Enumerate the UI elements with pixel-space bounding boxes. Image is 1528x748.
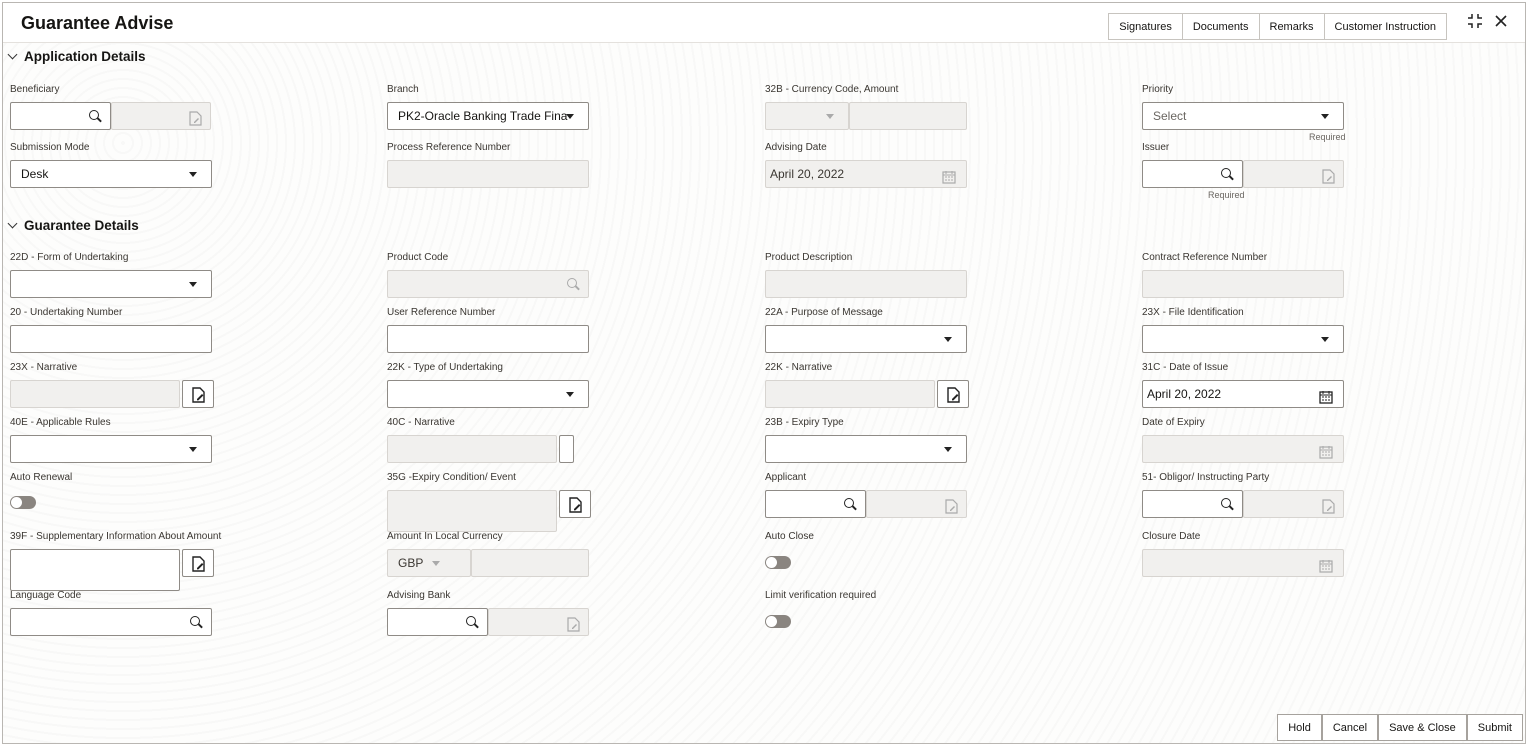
file-identification-select[interactable] — [1142, 325, 1344, 353]
applicant-name-display — [866, 490, 967, 518]
chevron-down-icon — [8, 50, 18, 60]
type-of-undertaking-select[interactable] — [387, 380, 589, 408]
edit-document-icon — [192, 387, 206, 403]
edit-document-icon — [1322, 497, 1335, 512]
closure-date-input — [1142, 549, 1344, 577]
edit-document-icon — [1322, 167, 1335, 182]
header-toolbar — [1109, 13, 1447, 40]
priority-required-hint: Required — [1309, 132, 1346, 142]
search-icon — [566, 277, 580, 291]
narrative-23x-input — [10, 380, 180, 408]
chevron-down-icon — [1321, 337, 1329, 342]
narrative-22k-edit-button[interactable] — [937, 380, 969, 408]
edit-document-icon — [567, 615, 580, 630]
language-code-input[interactable] — [10, 608, 212, 636]
supplementary-info-edit-button[interactable] — [182, 549, 214, 577]
chevron-down-icon — [8, 219, 18, 229]
search-icon[interactable] — [189, 615, 203, 629]
window-title: Guarantee Advise — [21, 13, 174, 33]
close-icon[interactable] — [1490, 13, 1512, 35]
beneficiary-name-display — [111, 102, 211, 130]
calendar-icon — [1319, 556, 1333, 570]
expiry-type-select[interactable] — [765, 435, 967, 463]
date-of-expiry-input — [1142, 435, 1344, 463]
chevron-down-icon — [566, 392, 574, 397]
remarks-button[interactable]: Remarks — [1259, 13, 1325, 40]
auto-renewal-toggle[interactable] — [10, 496, 36, 509]
beneficiary-input[interactable] — [10, 102, 111, 130]
amount-input — [849, 102, 967, 130]
search-icon[interactable] — [1220, 167, 1234, 181]
search-icon[interactable] — [1220, 497, 1234, 511]
process-reference-input — [387, 160, 589, 188]
chevron-down-icon — [566, 114, 574, 119]
narrative-40c-input — [387, 435, 557, 463]
local-amount-input — [471, 549, 589, 577]
chevron-down-icon — [826, 114, 834, 119]
search-icon[interactable] — [465, 615, 479, 629]
user-reference-input[interactable] — [387, 325, 589, 353]
guarantee-details-header[interactable]: Guarantee Details — [5, 218, 139, 233]
date-of-issue-input[interactable]: April 20, 2022 — [1142, 380, 1344, 408]
chevron-down-icon — [432, 561, 440, 566]
contract-reference-input — [1142, 270, 1344, 298]
edit-document-icon — [192, 556, 206, 572]
issuer-input[interactable] — [1142, 160, 1243, 188]
expiry-condition-edit-button[interactable] — [559, 490, 591, 518]
product-code-input — [387, 270, 589, 298]
documents-button[interactable]: Documents — [1182, 13, 1260, 40]
product-description-input — [765, 270, 967, 298]
limit-verification-toggle[interactable] — [765, 615, 791, 628]
application-details-header[interactable]: Application Details — [5, 49, 146, 64]
applicable-rules-select[interactable] — [10, 435, 212, 463]
minimize-icon[interactable] — [1464, 13, 1486, 35]
hold-button[interactable]: Hold — [1277, 714, 1322, 741]
advising-bank-input[interactable] — [387, 608, 488, 636]
purpose-of-message-select[interactable] — [765, 325, 967, 353]
local-currency-select: GBP — [387, 549, 471, 577]
form-of-undertaking-select[interactable] — [10, 270, 212, 298]
edit-document-icon — [569, 497, 583, 513]
edit-document-icon — [947, 387, 961, 403]
advising-date-input: April 20, 2022 — [765, 160, 967, 188]
calendar-icon — [1319, 442, 1333, 456]
submission-mode-select[interactable]: Desk — [10, 160, 212, 188]
chevron-down-icon — [944, 337, 952, 342]
issuer-required-hint: Required — [1208, 190, 1245, 200]
footer-actions — [1277, 714, 1523, 741]
obligor-input[interactable] — [1142, 490, 1243, 518]
priority-select[interactable]: Select — [1142, 102, 1344, 130]
obligor-name-display — [1243, 490, 1344, 518]
chevron-down-icon — [944, 447, 952, 452]
calendar-icon[interactable] — [1319, 387, 1333, 401]
guarantee-advise-window: Guarantee Advise Signatures Documents Remarks Customer Instruction Application Details Beneficiary Branch PK2-Oracle Banking Trade Fina 32B - Currency Code, Amount Priority Select Required Submission Mode Desk Process Reference Number Advising Date April 20, 2022 Issuer Required Guarantee Details 22D - Form of Undertaking Product Code Product Description Contract Reference Number 20 - Undertaking Number User Reference Number 22A - Purpose of Message 23X - File Identification 23X - Narrative 22K - Type of Undertaking 22K - Narrative 31C - Date of Issue April 20, 2022 40E - Applicable Rules 40C - Narrative 23B - Expiry Type Date of Expiry Auto Renewal 35G -Expiry Condition/ Event Applicant 51- Obligor/ Instructing Party 39F - Supplementary Information About Amount Amount In Local Currency GBP Auto Close Closure Date Language Code Advising Bank Limit verification required Hold Cancel Save & Close Submit — [2, 2, 1526, 744]
save-close-button[interactable]: Save & Close — [1378, 714, 1467, 741]
window-header — [3, 3, 1525, 43]
issuer-name-display — [1243, 160, 1344, 188]
edit-document-icon — [945, 497, 958, 512]
supplementary-info-textarea[interactable] — [10, 549, 180, 591]
narrative-23x-edit-button[interactable] — [182, 380, 214, 408]
calendar-icon — [942, 167, 956, 181]
narrative-22k-input — [765, 380, 935, 408]
submit-button[interactable]: Submit — [1467, 714, 1523, 741]
undertaking-number-input[interactable] — [10, 325, 212, 353]
customer-instruction-button[interactable]: Customer Instruction — [1324, 13, 1447, 40]
chevron-down-icon — [189, 172, 197, 177]
currency-code-select — [765, 102, 849, 130]
narrative-40c-edit-button[interactable] — [559, 435, 574, 463]
auto-close-toggle[interactable] — [765, 556, 791, 569]
edit-document-icon — [189, 109, 202, 124]
expiry-condition-textarea — [387, 490, 557, 532]
signatures-button[interactable]: Signatures — [1108, 13, 1183, 40]
chevron-down-icon — [1321, 114, 1329, 119]
search-icon[interactable] — [843, 497, 857, 511]
branch-select[interactable]: PK2-Oracle Banking Trade Fina — [387, 102, 589, 130]
cancel-button[interactable]: Cancel — [1322, 714, 1378, 741]
chevron-down-icon — [189, 282, 197, 287]
advising-bank-name-display — [488, 608, 589, 636]
search-icon[interactable] — [88, 109, 102, 123]
chevron-down-icon — [189, 447, 197, 452]
applicant-input[interactable] — [765, 490, 866, 518]
